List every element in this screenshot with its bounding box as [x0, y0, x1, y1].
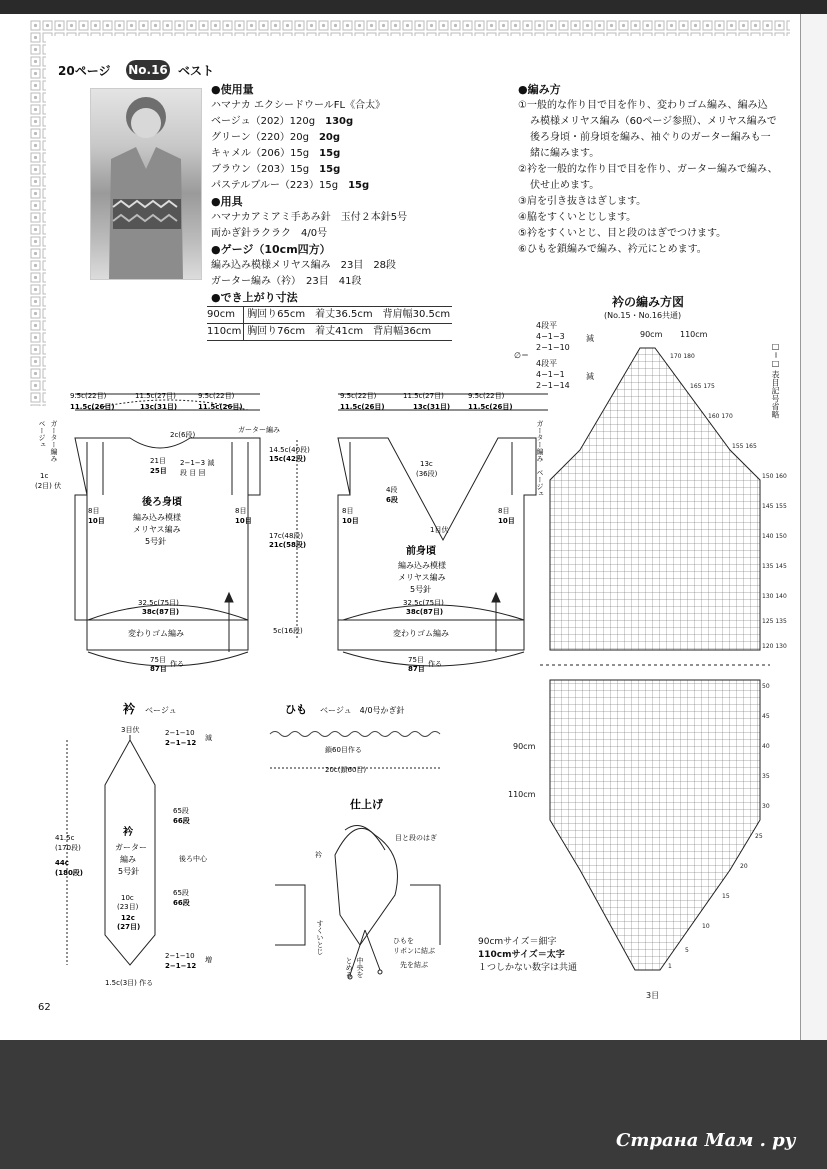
method-heading: ●編み方 [518, 83, 561, 96]
chart-note-decrease: 減 [586, 334, 594, 343]
color-amount: キャメル（206）15g [211, 148, 310, 159]
color-amount: ベージュ（202）120g [211, 116, 316, 127]
chart-note: 2−1−10 [536, 343, 570, 352]
method-step: み模様メリヤス編み（60ページ参照）、メリヤス編みで [530, 116, 777, 127]
armhole-depth-110: 15c(42段) [269, 455, 307, 463]
collar-needle-label: 5号針 [118, 867, 140, 876]
color-amount-large: 20g [318, 132, 341, 143]
color-amount-large: 15g [319, 148, 341, 159]
back-side-label-vertical [38, 420, 58, 463]
chart-row-label: 160 170 [708, 413, 733, 420]
chart-note: 4−1−3 [536, 332, 565, 341]
collar-width-110-st: (27目) [117, 923, 141, 931]
back-top-width-a-large: 11.5c(26目) [70, 403, 115, 411]
collar-increase-90: 2−1−10 [165, 952, 195, 960]
back-neck-rows: 2c(6段) [170, 431, 196, 439]
front-needle-label: 5号針 [410, 585, 432, 594]
chart-row-label: 130 140 [762, 593, 787, 600]
back-rib-label: 変わりゴム編み [128, 629, 184, 638]
chart-legend-thin: 90cmサイズ＝細字 [478, 937, 557, 947]
collar-width-110: 12c [121, 914, 135, 922]
cord-color: ベージュ 4/0号かぎ針 [320, 706, 405, 715]
chart-bottom-cast-on: 3目 [646, 991, 660, 1000]
front-top-width-a-large: 11.5c(26目) [340, 403, 385, 411]
collar-decrease-label: 減 [205, 734, 212, 742]
front-v-depth: 13c [420, 460, 433, 468]
back-garter-vertical: ガーター編み [50, 420, 58, 462]
chart-row-label: 35 [762, 773, 770, 780]
collar-increase-110: 2−1−12 [165, 962, 197, 970]
chart-row-label: 120 130 [762, 643, 787, 650]
collar-chart-grid [540, 340, 800, 980]
method-step: ④脇をすくいとじします。 [518, 212, 637, 223]
front-cast-on-90: 75目 [408, 656, 424, 664]
method-step: ②衿を一般的な作り目で目を作り、ガーター編みで編み、 [518, 164, 778, 175]
finishing-center-label-2: とめる [345, 957, 353, 978]
cord-diagram [265, 700, 465, 780]
back-beige-vertical: ベージュ [38, 420, 46, 448]
size-row [207, 324, 452, 341]
back-top-width-a: 9.5c(22目) [70, 392, 107, 400]
chart-row-label: 50 [762, 683, 770, 690]
collar-width-90-st: (23目) [117, 903, 139, 911]
yarn-name: ハマナカ エクシードウールFL《合太》 [211, 100, 386, 111]
size-detail: 胸回り76cm 着丈41cm 背肩幅36cm [247, 326, 432, 337]
materials-section [211, 82, 407, 306]
front-top-width-c: 9.5c(22目) [468, 392, 505, 400]
chart-top-110: 110cm [680, 330, 708, 339]
color-amount: パステルブルー（223）15g [211, 180, 339, 191]
front-top-width-c-large: 11.5c(26目) [468, 403, 513, 411]
item-title: ベスト [178, 64, 215, 78]
back-width-110: 38c(87目) [142, 608, 180, 616]
size-label: 90cm [207, 307, 244, 323]
front-body-diagram [318, 380, 568, 675]
size-row [207, 307, 452, 324]
finishing-tip-label: 先を結ぶ [400, 961, 428, 969]
finishing-ribbon-label-2: リボンに結ぶ [393, 947, 435, 955]
color-amount-large: 130g [325, 116, 354, 127]
front-side-stitches: 8目 [498, 507, 510, 515]
collar-stitch-label: ガーター [115, 843, 147, 852]
back-neck-stitches: 21目 [150, 457, 166, 465]
method-step: ⑤衿をすくいとじ、目と段のはぎでつけます。 [518, 228, 727, 239]
color-row [211, 130, 407, 146]
cord-chain-label: 鎖60目作る [325, 746, 362, 754]
method-step: ⑥ひもを鎖編みで編み、衿元にとめます。 [518, 244, 707, 255]
chart-row-label: 25 [755, 833, 763, 840]
chart-row-label: 40 [762, 743, 770, 750]
back-width-90: 32.5c(75目) [138, 599, 179, 607]
body-length-90: 17c(48段) [269, 532, 304, 540]
collar-color: ベージュ [145, 706, 177, 715]
color-amount: ブラウン（203）15g [211, 164, 310, 175]
chart-row-label: 15 [722, 893, 730, 900]
finishing-diagram [265, 795, 485, 995]
finished-size-heading: ●でき上がり寸法 [211, 291, 298, 304]
finishing-join-label: 目と段のはぎ [395, 834, 437, 842]
collar-center-label: 衿 [123, 827, 133, 838]
method-step: 伏せ止めます。 [530, 180, 600, 191]
chart-row-label: 145 155 [762, 503, 787, 510]
collar-rows-lower-110: 66段 [173, 899, 190, 907]
collar-piece-diagram [55, 700, 265, 995]
chart-legend-bold: 110cmサイズ＝太字 [478, 950, 565, 960]
next-page-strip [800, 14, 827, 1040]
collar-rows-upper-110: 66段 [173, 817, 190, 825]
collar-cast-on: 1.5c(3目) 作る [105, 979, 154, 987]
chart-row-label: 150 160 [762, 473, 787, 480]
gauge-heading: ●ゲージ（10cm四方） [211, 243, 331, 256]
chart-note: 4段平 [536, 359, 558, 368]
scan-top-band [0, 0, 827, 14]
chart-legend [478, 936, 577, 975]
back-needle-label: 5号針 [145, 537, 167, 546]
front-width-110: 38c(87目) [406, 608, 444, 616]
page-number: 62 [38, 1002, 51, 1013]
chart-row-label: 155 165 [732, 443, 757, 450]
cord-title: ひも [285, 703, 307, 716]
chart-symbol-legend: ∅＝ [514, 351, 529, 360]
collar-increase-label: 増 [205, 956, 212, 964]
finishing-ribbon-label: ひもを [393, 937, 414, 945]
chart-width-110: 110cm [508, 790, 536, 799]
back-side-stitches: 8目 [235, 507, 247, 515]
color-row [211, 178, 407, 194]
method-step: 緒に編みます。 [530, 148, 600, 159]
method-step: ①一般的な作り目で目を作り、変わりゴム編み、編み込 [518, 100, 768, 111]
chart-row-label: 45 [762, 713, 770, 720]
armhole-depth-90: 14.5c(40段) [269, 446, 310, 454]
tool-line: 両かぎ針ラクラク 4/0号 [211, 228, 328, 239]
finished-size-table [207, 306, 452, 341]
back-side-stitches-large: 10目 [88, 517, 105, 525]
collar-width-90: 10c [121, 894, 134, 902]
front-garter-vertical: ガーター編み ベージュ [536, 420, 544, 497]
chart-note-decrease: 減 [586, 372, 594, 381]
back-body-title: 後ろ身頃 [142, 497, 182, 508]
chart-width-90: 90cm [513, 742, 536, 751]
collar-title: 衿 [123, 702, 136, 716]
back-armhole-label: 1c [40, 472, 49, 480]
front-side-stitches-large: 10目 [342, 517, 359, 525]
back-stitch-label: メリヤス編み [133, 525, 181, 534]
collar-chart-title: 衿の編み方図 [612, 295, 685, 309]
front-pattern-label: 編み込み模様 [398, 561, 446, 570]
collar-decrease-110: 2−1−12 [165, 739, 197, 747]
back-garter-label: ガーター編み [238, 426, 280, 434]
size-label: 110cm [207, 324, 244, 340]
back-top-width-b: 11.5c(27目) [135, 392, 176, 400]
pattern-number-badge: No.16 [126, 60, 170, 80]
back-cast-on-label: 作る [170, 660, 184, 668]
collar-rows-upper-90: 65段 [173, 807, 189, 815]
color-row [211, 114, 407, 130]
back-neck-decrease: 2−1−3 減 [180, 459, 215, 467]
chart-top-90: 90cm [640, 330, 663, 339]
color-amount-large: 15g [348, 180, 370, 191]
front-side-stitches: 8目 [342, 507, 354, 515]
rib-height: 5c(16段) [273, 627, 303, 635]
tool-line: ハマナカアミアミ手あみ針 玉付２本針5号 [211, 212, 408, 223]
front-top-width-b: 11.5c(27目) [403, 392, 444, 400]
front-side-stitches-large: 10目 [498, 517, 515, 525]
color-amount-large: 15g [319, 164, 341, 175]
collar-top-bindoff: 3目伏 [121, 726, 140, 734]
materials-heading: ●使用量 [211, 83, 254, 96]
collar-decrease-90: 2−1−10 [165, 729, 195, 737]
finishing-seam-label: すくいとじ [316, 920, 324, 955]
gauge-line: ガーター編み（衿） 23目 41段 [211, 276, 362, 287]
chart-note: 2−1−14 [536, 381, 570, 390]
cord-length: 20c(鎖60目) [325, 766, 367, 774]
color-row [211, 146, 407, 162]
front-v-step-large: 6段 [386, 496, 398, 504]
back-cast-on-90: 75目 [150, 656, 166, 664]
back-side-stitches-large: 10目 [235, 517, 252, 525]
front-body-title: 前身頃 [406, 546, 436, 557]
chart-row-label: 30 [762, 803, 770, 810]
site-watermark: Страна Мам . ру [616, 1130, 796, 1151]
front-stitch-label: メリヤス編み [398, 573, 446, 582]
chart-note: 4段平 [536, 321, 558, 330]
front-v-depth-rows: (36段) [416, 470, 438, 478]
finishing-collar-label: 衿 [315, 851, 322, 859]
front-cast-on-110: 87目 [408, 665, 425, 673]
chart-legend-common: １つしかない数字は共通 [478, 963, 578, 973]
front-rib-label: 変わりゴム編み [393, 629, 449, 638]
back-pattern-label: 編み込み模様 [133, 513, 181, 522]
cord-chain [270, 732, 440, 737]
back-armhole-label-2: (2目) 伏 [35, 482, 62, 490]
front-cast-on-label: 作る [428, 660, 442, 668]
color-row [211, 162, 407, 178]
page-reference: 20ページ [58, 64, 111, 78]
collar-chart-subtitle: (No.15・No.16共通) [604, 311, 682, 320]
back-neck-decrease-legend: 段 目 回 [180, 469, 206, 477]
finishing-title: 仕上げ [350, 798, 383, 811]
method-step: ③肩を引き抜きはぎします。 [518, 196, 647, 207]
collar-stitch-label-2: 編み [120, 855, 136, 864]
back-top-width-b-large: 13c(31目) [140, 403, 178, 411]
chart-row-label: 165 175 [690, 383, 715, 390]
model-photo [90, 88, 202, 280]
gauge-line: 編み込み模様メリヤス編み 23目 28段 [211, 260, 397, 271]
front-v-bind-off: 1目伏 [430, 526, 449, 534]
body-length-110: 21c(58段) [269, 541, 307, 549]
back-cast-on-110: 87目 [150, 665, 167, 673]
back-neck-stitches-large: 25目 [150, 467, 167, 475]
method-step: 後ろ身頃・前身頃を編み、袖ぐりのガーター編みも一 [530, 132, 771, 143]
chart-row-label: 170 180 [670, 353, 695, 360]
vest-photo-illustration [91, 89, 201, 279]
collar-length-110-rows: (180段) [55, 869, 84, 877]
chart-row-label: 140 150 [762, 533, 787, 540]
front-top-width-a: 9.5c(22目) [340, 392, 377, 400]
back-side-stitches: 8目 [88, 507, 100, 515]
chart-note: 4−1−1 [536, 370, 565, 379]
back-top-width-c: 9.5c(22目) [198, 392, 235, 400]
chart-row-label: 1 [668, 963, 672, 970]
collar-back-center: 後ろ中心 [179, 855, 207, 863]
collar-length-90-rows: (170段) [55, 844, 81, 852]
collar-rows-lower-90: 65段 [173, 889, 189, 897]
front-top-width-b-large: 13c(31目) [413, 403, 451, 411]
collar-length-110: 44c [55, 859, 69, 867]
chart-row-label: 125 135 [762, 618, 787, 625]
tools-heading: ●用具 [211, 195, 243, 208]
back-top-width-c-large: 11.5c(26目) [198, 403, 243, 411]
chart-row-label: 135 145 [762, 563, 787, 570]
size-detail: 胸回り65cm 着丈36.5cm 背肩幅30.5cm [247, 309, 451, 320]
front-v-step: 4段 [386, 486, 398, 494]
method-section [518, 82, 778, 258]
finishing-center-label: 中央を [356, 957, 364, 978]
chart-row-label: 20 [740, 863, 748, 870]
collar-length-90: 41.5c [55, 834, 75, 842]
chart-row-label: 10 [702, 923, 710, 930]
chart-symbol-note: □＝□ 表目記号省略 [771, 342, 780, 419]
front-width-90: 32.5c(75目) [403, 599, 444, 607]
chart-row-label: 5 [685, 947, 689, 954]
color-amount: グリーン（220）20g [211, 132, 309, 143]
